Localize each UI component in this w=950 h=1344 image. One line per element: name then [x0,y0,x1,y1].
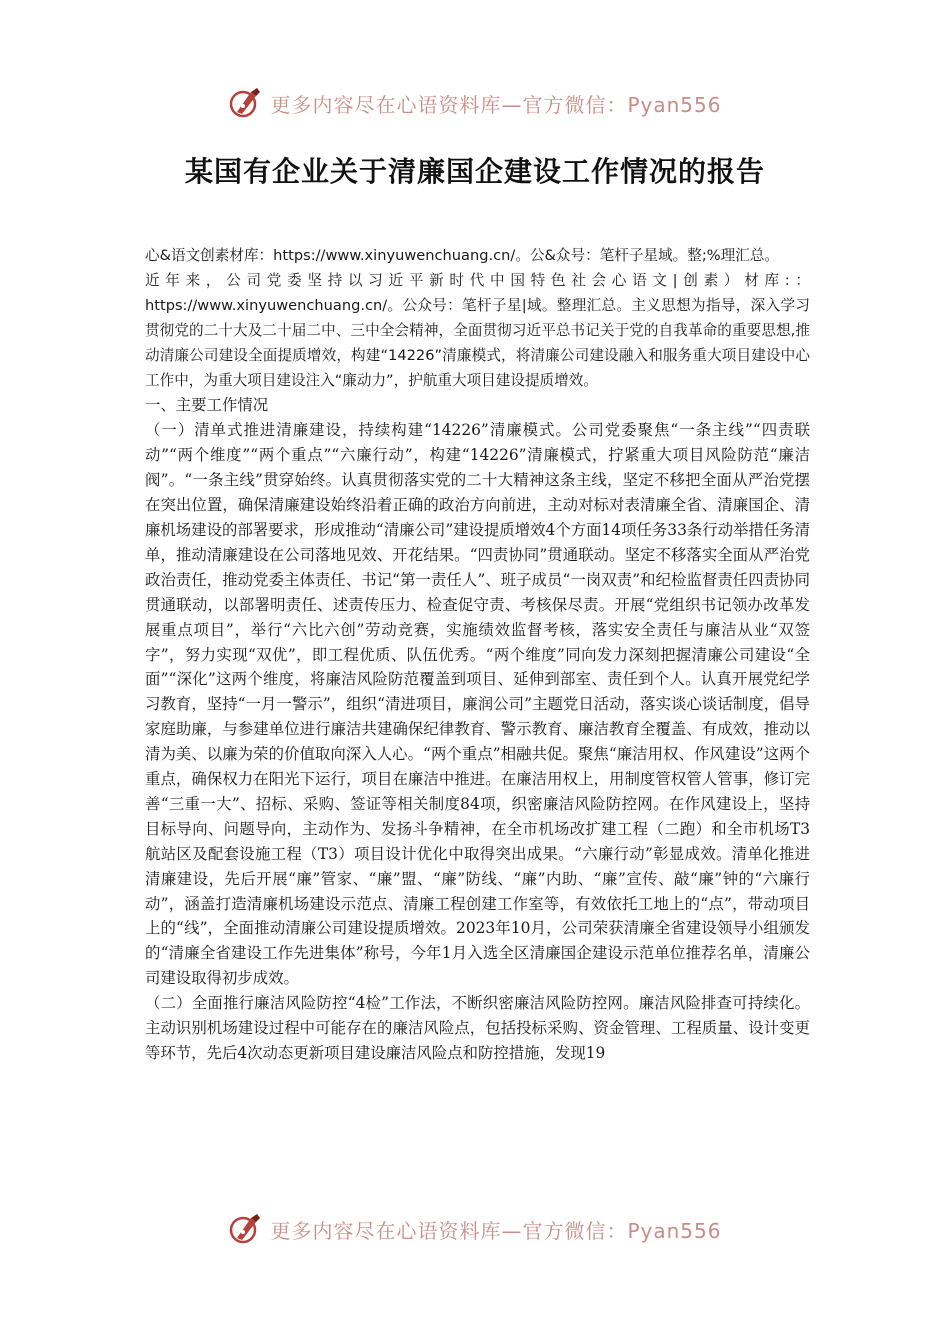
watermark-text: 更多内容尽在心语资料库—官方微信：Pyan556 [270,92,722,117]
body-paragraph-1: （一）清单式推进清廉建设，持续构建“14226”清廉模式。公司党委聚焦“一条主线”“四责联动”“两个维度”“两个重点”“六廉行动”，构建“14226”清廉模式，拧紧重大项目风险防范“廉洁阀”。“一条主线”贯穿始终。认真贯彻落实党的二十大精神这条主线，坚定不移把全面从严治党摆在突出位置，确保清廉建设始终沿着正确的政治方向前进，主动对标对表清廉全省、清廉国企、清廉机场建设的部署要求，形成推动“清廉公司”建设提质增效4个方面14项任务33条行动举措任务清单，推动清廉建设在公司落地见效、开花结果。“四责协同”贯通联动。坚定不移落实全面从严治党政治责任，推动党委主体责任、书记“第一责任人”、班子成员“一岗双责”和纪检监督责任四责协同贯通联动，以部署明责任、述责传压力、检查促守责、考核保尽责。开展“党组织书记领办改革发展重点项目”，举行“六比六创”劳动竞赛，实施绩效监督考核，落实安全责任与廉洁从业“双签字”，努力实现“双优”，即工程优质、队伍优秀。“两个维度”同向发力深刻把握清廉公司建设“全面”“深化”这两个维度，将廉洁风险防范覆盖到项目、延伸到部室、责任到个人。认真开展党纪学习教育，坚持“一月一警示”，组织“清进项目，廉润公司”主题党日活动，落实谈心谈话制度，倡导家庭助廉，与参建单位进行廉洁共建确保纪律教育、警示教育、廉洁教育全覆盖、有成效，推动以清为美、以廉为荣的价值取向深入人心。“两个重点”相融共促。聚焦“廉洁用权、作风建设”这两个重点，确保权力在阳光下运行，项目在廉洁中推进。在廉洁用权上，用制度管权管人管事，修订完善“三重一大”、招标、采购、签证等相关制度84项，织密廉洁风险防控网。在作风建设上，坚持目标导向、问题导向，主动作为、发扬斗争精神，在全市机场改扩建工程（二跑）和全市机场T3航站区及配套设施工程（T3）项目设计优化中取得突出成果。“六廉行动”彰显成效。清单化推进清廉建设，先后开展“廉”管家、“廉”盟、“廉”防线、“廉”内助、“廉”宣传、敲“廉”钟的“六廉行动”，涵盖打造清廉机场建设示范点、清廉工程创建工作室等，有效依托工地上的“点”，带动项目上的“线”，全面推动清廉公司建设提质增效。2023年10月，公司荣获清廉全省建设领导小组颁发的“清廉全省建设工作先进集体”称号，今年1月入选全区清廉国企建设示范单位推荐名单，清廉公司建设取得初步成效。 [145,421,810,988]
footer-watermark-banner [0,1206,950,1252]
body-paragraph-2: （二）全面推行廉洁风险防控“4检”工作法，不断织密廉洁风险防控网。廉洁风险排查可持续化。主动识别机场建设过程中可能存在的廉洁风险点，包括投标采购、资金管理、工程质量、设计变更等环节，先后4次动态更新项目建设廉洁风险点和防控措施，发现19 [145,994,810,1062]
section-heading: 一、主要工作情况 [145,396,269,415]
pen-nib-logo-icon [228,86,262,120]
header-watermark-banner [0,80,950,126]
pen-nib-logo-icon [228,1212,262,1246]
document-title: 某国有企业关于清廉国企建设工作情况的报告 [184,155,765,188]
intro-paragraph: 近年来，公司党委坚持以习近平新时代中国特色社会心语文|创素）材库:：https://www.xinyuwenchuang.cn/。公众号：笔杆子星|域。整理汇总。主义思想为指导，深入学习贯彻党的二十大及二十届二中、三中全会精神，全面贯彻习近平总书记关于党的自我革命的重要思想,推动清廉公司建设全面提质增效，构建“14226”清廉模式，将清廉公司建设融入和服务重大项目建设中心工作中，为重大项目建设注入“廉动力”，护航重大项目建设提质增效。 [145,271,810,389]
source-note-paragraph: 心&语文创素材库：https://www.xinyuwenchuang.cn/。公&众号：笔杆子星域。整;%理汇总。 [145,247,780,264]
watermark-text: 更多内容尽在心语资料库—官方微信：Pyan556 [270,1218,722,1243]
document-body [145,244,810,1066]
